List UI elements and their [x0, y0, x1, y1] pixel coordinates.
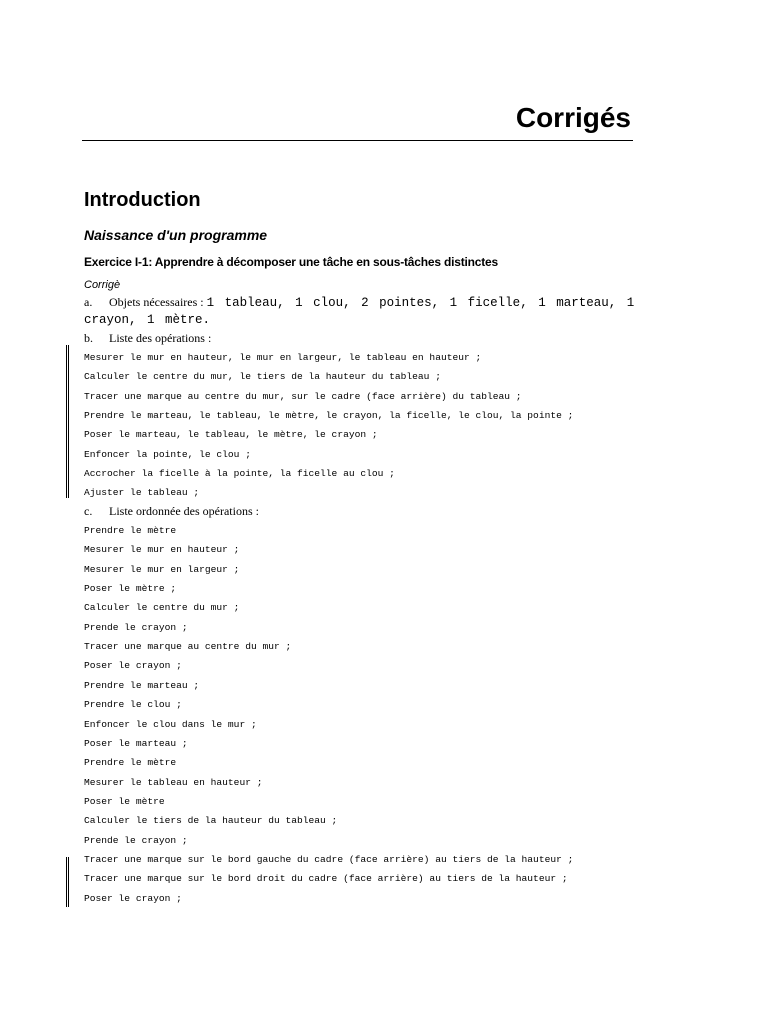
operation-line: Prendre le mètre [84, 757, 177, 769]
change-bar [66, 857, 69, 907]
operation-line: Poser le mètre [84, 795, 165, 807]
change-bar [66, 345, 69, 498]
operation-line: Mesurer le mur en hauteur ; [84, 544, 240, 556]
operation-line: Poser le crayon ; [84, 660, 182, 672]
corrige-label: Corrigè [84, 279, 121, 291]
operation-line: Calculer le tiers de la hauteur du tableau ; [84, 815, 338, 827]
operation-line: Mesurer le mur en hauteur, le mur en largeur, le tableau en hauteur ; [84, 352, 482, 363]
chapter-title: Corrigés [515, 102, 631, 133]
operation-line: Prendre le marteau ; [84, 679, 200, 691]
operation-line: Calculer le centre du mur ; [84, 602, 240, 614]
operation-line: Tracer une marque au centre du mur, sur le cadre (face arrière) du tableau ; [84, 390, 522, 402]
operation-line: Mesurer le tableau en hauteur ; [84, 776, 263, 788]
item-b-label: Liste des opérations : [109, 331, 212, 345]
operation-line: Poser le marteau ; [84, 737, 188, 749]
operation-line: Prende le crayon ; [84, 621, 188, 633]
operation-line: Calculer le centre du mur, le tiers de la hauteur du tableau ; [84, 371, 441, 383]
item-a-marker: a. [84, 295, 93, 309]
operation-line: Prendre le marteau, le tableau, le mètre, le crayon, la ficelle, le clou, la pointe ; [84, 409, 574, 421]
operation-line: Tracer une marque sur le bord droit du cadre (face arrière) au tiers de la hauteur ; [84, 873, 568, 885]
operation-line: Tracer une marque au centre du mur ; [84, 641, 292, 653]
item-a-objects: 1 tableau, 1 clou, 2 pointes, 1 ficelle, 1 marteau, 1 crayon, 1 mètre. [84, 296, 635, 327]
item-b-heading [84, 330, 211, 346]
chapter-divider [82, 140, 633, 141]
operation-line: Prende le crayon ; [84, 834, 188, 846]
operation-line: Prendre le clou ; [84, 699, 182, 711]
section-title: Introduction [84, 189, 201, 211]
operation-line: Ajuster le tableau ; [84, 487, 200, 499]
exercise-title: Exercice I-1: Apprendre à décomposer une tâche en sous-tâches distinctes [84, 255, 498, 269]
operation-line: Mesurer le mur en largeur ; [84, 563, 240, 575]
item-a [84, 294, 637, 328]
subsection-title: Naissance d'un programme [84, 227, 268, 243]
operation-line: Enfoncer la pointe, le clou ; [84, 448, 251, 460]
operation-line: Enfoncer le clou dans le mur ; [84, 718, 257, 730]
item-c-marker: c. [84, 504, 93, 518]
operation-line: Poser le mètre ; [84, 583, 177, 595]
item-c-label: Liste ordonnée des opérations : [109, 504, 259, 518]
operation-line: Accrocher la ficelle à la pointe, la ficelle au clou ; [84, 467, 395, 479]
item-b-marker: b. [84, 331, 93, 345]
operation-line: Poser le crayon ; [84, 892, 182, 904]
operation-line: Tracer une marque sur le bord gauche du cadre (face arrière) au tiers de la hauteur ; [84, 853, 574, 865]
operation-line: Prendre le mètre [84, 525, 177, 536]
operation-line: Poser le marteau, le tableau, le mètre, le crayon ; [84, 429, 378, 441]
item-a-label: Objets nécessaires : [109, 295, 204, 309]
item-c-heading [84, 503, 259, 519]
